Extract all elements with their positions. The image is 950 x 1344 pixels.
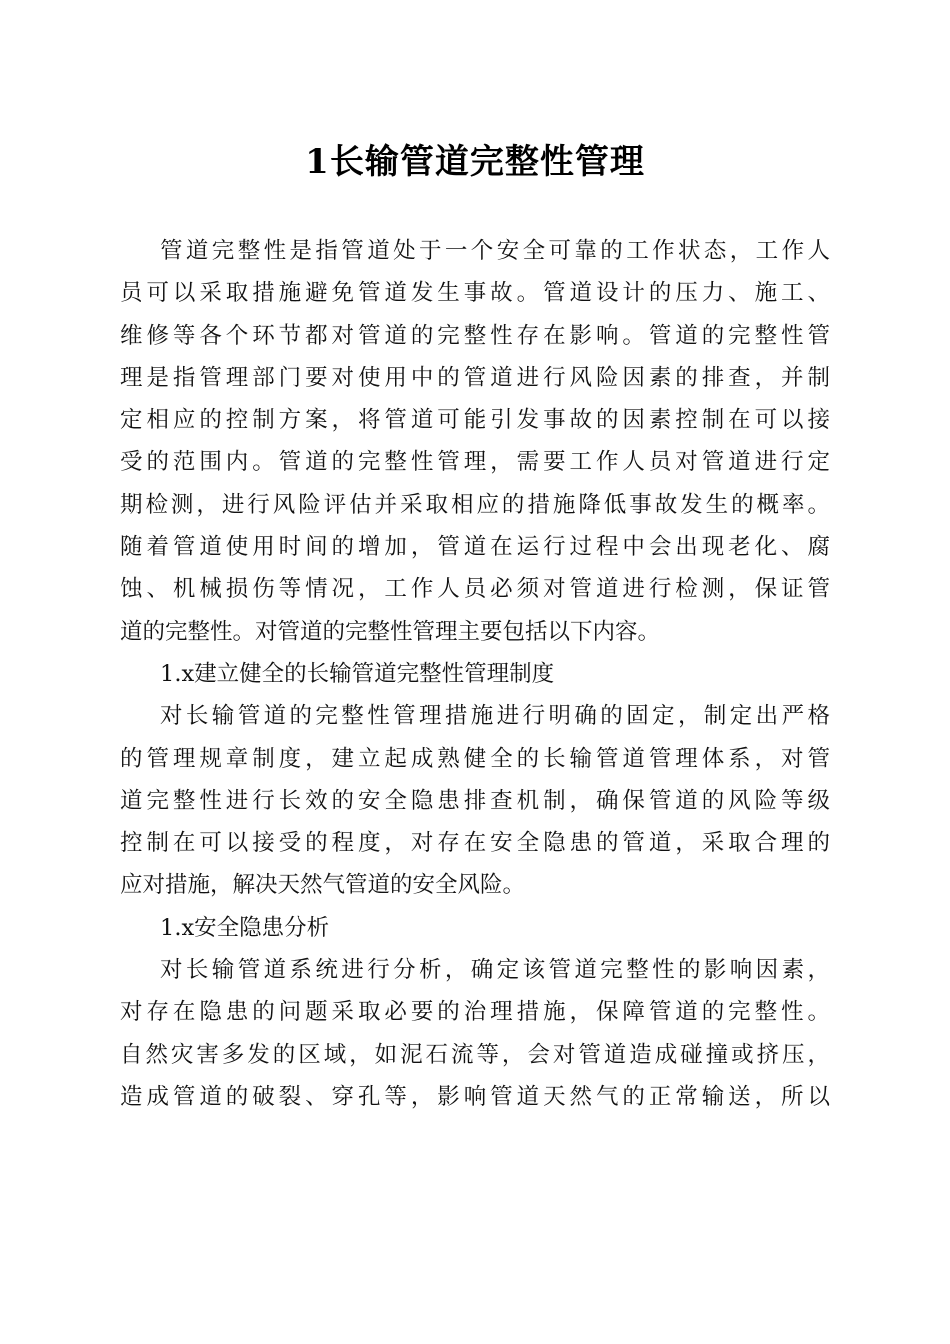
paragraph-line: 对存在隐患的问题采取必要的治理措施，保障管道的完整性。 <box>120 999 830 1026</box>
paragraph-line: 道的完整性。对管道的完整性管理主要包括以下内容。 <box>120 618 661 645</box>
paragraph-line: 应对措施，解决天然气管道的安全风险。 <box>120 872 526 899</box>
paragraph-line: 随着管道使用时间的增加，管道在运行过程中会出现老化、腐 <box>120 534 830 561</box>
paragraph-line: 定相应的控制方案，将管道可能引发事故的因素控制在可以接 <box>120 407 830 434</box>
document-title: 1长输管道完整性管理 <box>305 142 645 182</box>
paragraph-line: 控制在可以接受的程度，对存在安全隐患的管道，采取合理的 <box>120 830 830 857</box>
document-body <box>120 230 830 1118</box>
paragraph-line: 道完整性进行长效的安全隐患排查机制，确保管道的风险等级 <box>120 787 830 814</box>
paragraph-line: 受的范围内。管道的完整性管理，需要工作人员对管道进行定 <box>120 449 830 476</box>
paragraph-line: 蚀、机械损伤等情况，工作人员必须对管道进行检测，保证管 <box>120 576 830 603</box>
paragraph-line: 对长输管道的完整性管理措施进行明确的固定，制定出严格 <box>160 703 830 730</box>
paragraph-line: 造成管道的破裂、穿孔等，影响管道天然气的正常输送，所以 <box>120 1083 830 1110</box>
paragraph-line: 期检测，进行风险评估并采取相应的措施降低事故发生的概率。 <box>120 491 830 518</box>
paragraph-line: 对长输管道系统进行分析，确定该管道完整性的影响因素， <box>160 957 830 984</box>
section-heading: 1.x安全隐患分析 <box>160 914 330 941</box>
paragraph-line: 的管理规章制度，建立起成熟健全的长输管道管理体系，对管 <box>120 745 830 772</box>
section-heading: 1.x建立健全的长输管道完整性管理制度 <box>160 660 555 687</box>
paragraph-line: 维修等各个环节都对管道的完整性存在影响。管道的完整性管 <box>120 322 830 349</box>
paragraph-line: 员可以采取措施避免管道发生事故。管道设计的压力、施工、 <box>120 280 830 307</box>
paragraph-line: 管道完整性是指管道处于一个安全可靠的工作状态，工作人 <box>160 238 830 264</box>
paragraph-line: 自然灾害多发的区域，如泥石流等，会对管道造成碰撞或挤压， <box>120 1041 830 1068</box>
paragraph-line: 理是指管理部门要对使用中的管道进行风险因素的排查，并制 <box>120 364 830 391</box>
